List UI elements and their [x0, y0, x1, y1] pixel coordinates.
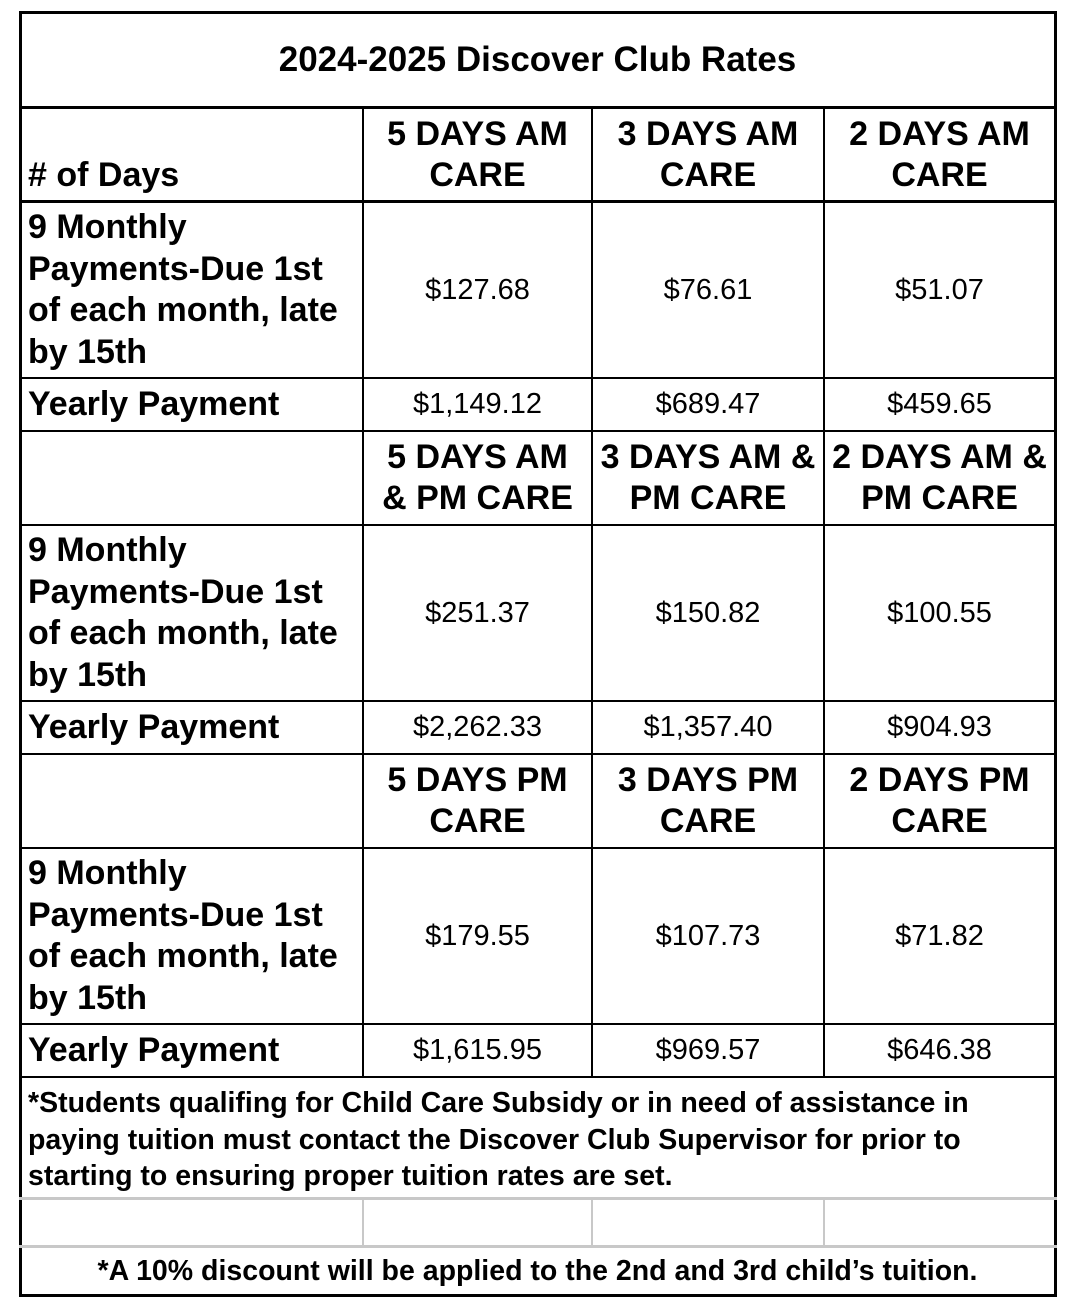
monthly-rate: $179.55 — [425, 919, 530, 952]
table-border-right — [1054, 11, 1057, 1297]
monthly-rate: $71.82 — [895, 919, 984, 952]
empty-label-cell — [20, 431, 363, 525]
monthly-rate: $251.37 — [425, 596, 530, 629]
empty-cell — [20, 1198, 363, 1246]
table-border-top — [19, 11, 1057, 14]
row-divider — [19, 847, 1057, 849]
table-border-bottom — [19, 1294, 1057, 1297]
yearly-rate: $2,262.33 — [412, 711, 542, 743]
monthly-payments-label: 9 Monthly Payments-Due 1st of each month, late by 15th — [28, 854, 338, 1017]
yearly-rate: $1,357.40 — [643, 711, 773, 743]
monthly-rate: $127.68 — [425, 273, 530, 306]
days-label: # of Days — [28, 155, 180, 194]
row-divider — [19, 1023, 1057, 1025]
column-header: 2 DAYS PM CARE — [849, 761, 1030, 840]
yearly-payment-label: Yearly Payment — [28, 1030, 280, 1069]
yearly-rate: $689.47 — [655, 388, 761, 420]
column-header: 3 DAYS PM CARE — [617, 761, 799, 840]
column-header: 2 DAYS AM & PM CARE — [832, 438, 1047, 517]
row-divider — [19, 1076, 1057, 1078]
column-divider-light — [591, 1198, 593, 1246]
row-divider — [19, 524, 1057, 526]
yearly-rate: $646.38 — [887, 1034, 992, 1066]
empty-cell — [824, 1198, 1055, 1246]
discount-note: *A 10% discount will be applied to the 2nd and 3rd child’s tuition. — [97, 1254, 978, 1287]
monthly-rate: $150.82 — [655, 596, 761, 629]
column-header: 5 DAYS PM CARE — [387, 761, 568, 840]
yearly-rate: $1,615.95 — [412, 1034, 542, 1066]
row-divider-light — [19, 1245, 1057, 1248]
monthly-payments-label: 9 Monthly Payments-Due 1st of each month, late by 15th — [28, 208, 338, 371]
column-header: 5 DAYS AM & PM CARE — [382, 438, 573, 517]
table-border-left — [19, 11, 22, 1297]
row-divider — [19, 753, 1057, 755]
column-header: 3 DAYS AM & PM CARE — [600, 438, 816, 517]
row-divider — [19, 430, 1057, 432]
column-header: 2 DAYS AM CARE — [849, 115, 1030, 194]
empty-cell — [592, 1198, 824, 1246]
column-divider — [823, 108, 825, 1078]
yearly-payment-label: Yearly Payment — [28, 384, 280, 423]
yearly-rate: $904.93 — [887, 711, 992, 743]
yearly-rate: $459.65 — [887, 388, 992, 420]
monthly-payments-label: 9 Monthly Payments-Due 1st of each month, late by 15th — [28, 531, 338, 694]
monthly-rate: $76.61 — [663, 273, 753, 306]
table-title: 2024-2025 Discover Club Rates — [278, 40, 797, 79]
column-divider-light — [823, 1198, 825, 1246]
column-header: 3 DAYS AM CARE — [617, 115, 799, 194]
yearly-payment-label: Yearly Payment — [28, 707, 280, 746]
row-divider — [19, 200, 1057, 203]
row-divider — [19, 106, 1057, 109]
column-divider — [591, 108, 593, 1078]
monthly-rate: $51.07 — [895, 273, 984, 306]
yearly-rate: $969.57 — [655, 1034, 761, 1066]
column-divider-light — [362, 1198, 364, 1246]
monthly-rate: $107.73 — [655, 919, 761, 952]
yearly-rate: $1,149.12 — [412, 388, 542, 420]
subsidy-note: *Students qualifing for Child Care Subsidy or in need of assistance in paying tuition must contact the Discover Club Supervisor for prior to starting to ensuring proper tuition rates are set. — [28, 1087, 969, 1192]
column-header: 5 DAYS AM CARE — [387, 115, 568, 194]
row-divider — [19, 377, 1057, 379]
empty-cell — [363, 1198, 592, 1246]
column-divider — [362, 108, 364, 1078]
monthly-rate: $100.55 — [887, 596, 992, 629]
row-divider-light — [19, 1197, 1057, 1200]
row-divider — [19, 700, 1057, 702]
empty-label-cell — [20, 754, 363, 848]
